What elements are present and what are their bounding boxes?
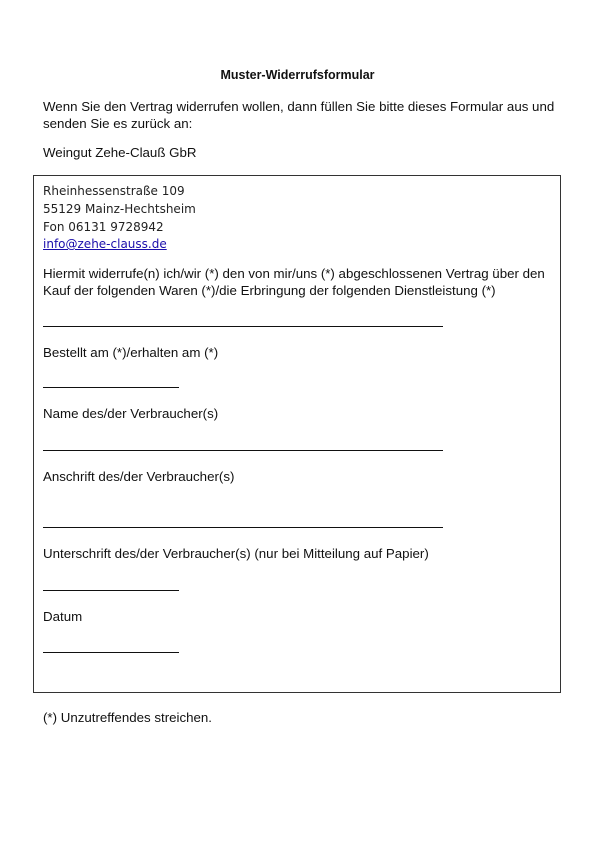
signature-line[interactable] (43, 590, 179, 591)
address-street: Rheinhessenstraße 109 (43, 184, 185, 198)
address-label: Anschrift des/der Verbraucher(s) (43, 469, 235, 484)
address-phone: Fon 06131 9728942 (43, 220, 164, 234)
name-label: Name des/der Verbraucher(s) (43, 406, 219, 421)
email-link[interactable]: info@zehe-clauss.de (43, 237, 167, 251)
signature-label: Unterschrift des/der Verbraucher(s) (nur bei Mitteilung auf Papier) (43, 546, 429, 561)
company-name: Weingut Zehe-Clauß GbR (43, 145, 197, 160)
goods-line[interactable] (43, 326, 443, 327)
address-line[interactable] (43, 527, 443, 528)
name-line[interactable] (43, 450, 443, 451)
withdrawal-statement: Hiermit widerrufe(n) ich/wir (*) den von mir/uns (*) abgeschlossenen Vertrag über den Kauf der folgenden Waren (*)/die Erbringung der folgenden Dienstleistung (*) (43, 266, 545, 298)
footnote: (*) Unzutreffendes streichen. (43, 710, 213, 725)
date-line[interactable] (43, 652, 179, 653)
ordered-label: Bestellt am (*)/erhalten am (*) (43, 345, 219, 360)
ordered-date-line[interactable] (43, 387, 179, 388)
address-city: 55129 Mainz-Hechtsheim (43, 202, 196, 216)
form-box (33, 175, 561, 693)
date-label: Datum (43, 609, 83, 624)
document-title: Muster-Widerrufsformular (220, 68, 375, 82)
intro-text: Wenn Sie den Vertrag widerrufen wollen, dann füllen Sie bitte dieses Formular aus und senden Sie es zurück an: (43, 99, 555, 131)
